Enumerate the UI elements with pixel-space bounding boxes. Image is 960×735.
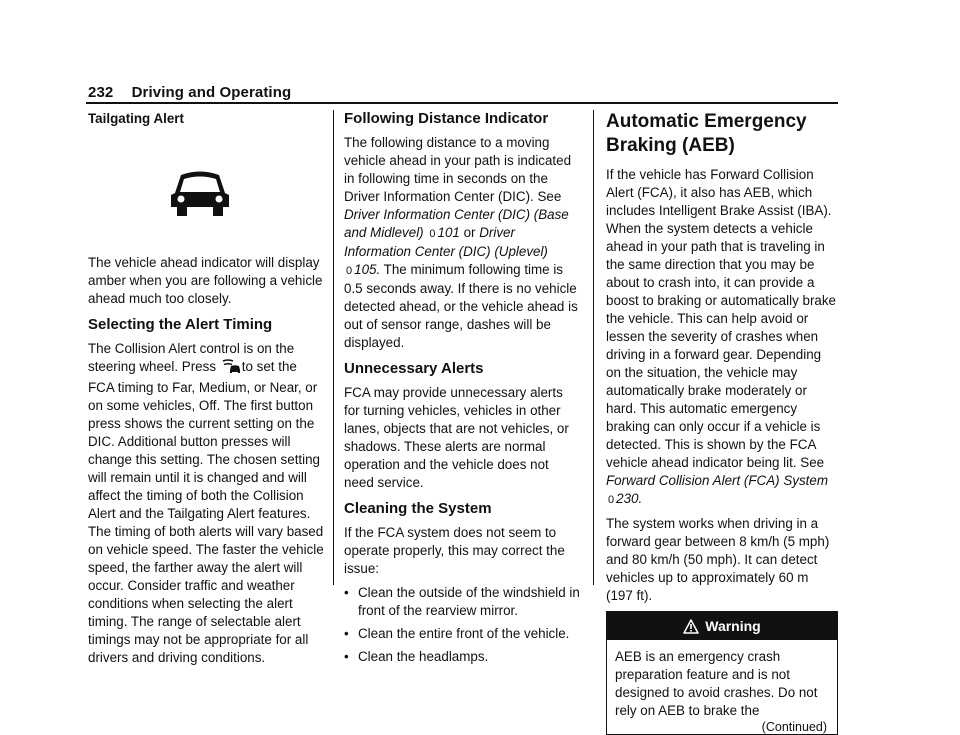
aeb-heading-line-2: Braking (AEB) bbox=[606, 135, 735, 156]
continued-label: (Continued) bbox=[761, 720, 827, 734]
collision-alert-timing-icon bbox=[221, 358, 241, 379]
dic-base-midlevel-link[interactable]: Driver Information Center (DIC) (Base and Midlevel) bbox=[344, 207, 569, 240]
list-item-text: Clean the outside of the windshield in front of the rearview mirror. bbox=[358, 585, 580, 618]
cleaning-list bbox=[344, 584, 580, 666]
cleaning-system-heading: Cleaning the System bbox=[344, 500, 492, 517]
selecting-text-post: to set the FCA timing to Far, Medium, or Near, or on some vehicles, Off. The first button press shows the current setting on the DIC. Additional button presses will change this setting. The chosen setting will remain until it is changed and will affect the timing of both the Collision Alert and the Tailgating Alert features. The timing of both alerts will vary based on vehicle speed. The faster the vehicle speed, the farther away the alert will occur. Consider traffic and weather conditions when selecting the alert timing. The range of selectable alert timings may not be appropriate for all drivers and driving conditions. bbox=[88, 359, 324, 665]
dic-uplevel-link[interactable]: Driver Information Center (DIC) (Uplevel) bbox=[344, 225, 548, 259]
page-ref-105[interactable]: 105. bbox=[354, 262, 381, 277]
aeb-text-1: If the vehicle has Forward Collision Alert (FCA), it also has AEB, which includes Intelligent Brake Assist (IBA). When the system detects a vehicle ahead in your path that is traveling in the same direction that you may be about to crash into, it can provide a boost to braking or automatically brake the vehicle. This can help avoid or lessen the severity of crashes when driving in a forward gear. Depending on the situation, the vehicle may automatically brake moderately or hard. This automatic emergency braking can only occur if a vehicle is detected. This is shown by the FCA vehicle ahead indicator being lit. See bbox=[606, 167, 836, 470]
selecting-alert-timing-heading: Selecting the Alert Timing bbox=[88, 316, 273, 333]
list-item bbox=[344, 584, 580, 620]
following-text-2: The minimum following time is 0.5 seconds away. If there is no vehicle detected ahead, or the vehicle ahead is out of sensor range, dashes will be displayed. bbox=[344, 262, 578, 350]
header-rule bbox=[86, 102, 838, 104]
warning-text: AEB is an emergency crash preparation feature and is not designed to avoid crashes. Do not rely on AEB to brake the bbox=[615, 649, 818, 718]
bullet-icon: • bbox=[344, 626, 349, 641]
section-title: Driving and Operating bbox=[131, 84, 292, 101]
selecting-text-pre: The Collision Alert control is on the steering wheel. Press bbox=[88, 341, 295, 374]
column-3 bbox=[606, 110, 838, 735]
bullet-icon: • bbox=[344, 649, 349, 664]
list-item-text: Clean the headlamps. bbox=[358, 649, 489, 664]
column-2 bbox=[344, 110, 580, 671]
vehicle-ahead-paragraph: The vehicle ahead indicator will display amber when you are following a vehicle ahead much too closely. bbox=[88, 255, 323, 306]
warning-header bbox=[607, 612, 837, 640]
or-text: or bbox=[463, 225, 476, 240]
warning-title: Warning bbox=[705, 618, 761, 634]
page-number: 232 bbox=[88, 84, 114, 101]
fca-system-link[interactable]: Forward Collision Alert (FCA) System bbox=[606, 473, 828, 488]
aeb-heading-line-1: Automatic Emergency bbox=[606, 111, 807, 132]
cleaning-intro-paragraph: If the FCA system does not seem to operate properly, this may correct the issue: bbox=[344, 525, 565, 576]
page-header bbox=[88, 84, 291, 101]
page-ref-230[interactable]: 230. bbox=[616, 491, 643, 506]
list-item-text: Clean the entire front of the vehicle. bbox=[358, 626, 570, 641]
column-1 bbox=[88, 110, 324, 673]
following-distance-heading: Following Distance Indicator bbox=[344, 110, 549, 127]
aeb-paragraph-2: The system works when driving in a forward gear between 8 km/h (5 mph) and 80 km/h (50 mph). It can detect vehicles up to approximately 60 m (197 ft). bbox=[606, 516, 830, 603]
page-ref-icon: 0 bbox=[608, 494, 615, 506]
column-divider-1 bbox=[333, 110, 334, 585]
page-ref-icon: 0 bbox=[429, 228, 436, 240]
unnecessary-alerts-heading: Unnecessary Alerts bbox=[344, 360, 484, 377]
tailgating-alert-title: Tailgating Alert bbox=[88, 111, 184, 126]
warning-box bbox=[606, 611, 838, 735]
unnecessary-alerts-paragraph: FCA may provide unnecessary alerts for turning vehicles, vehicles in other lanes, objects that are not vehicles, or shadows. These alerts are normal operation and the vehicle does not need service. bbox=[344, 385, 569, 490]
list-item bbox=[344, 625, 580, 643]
following-distance-paragraph bbox=[344, 134, 580, 352]
column-divider-2 bbox=[593, 110, 594, 585]
list-item bbox=[344, 648, 580, 666]
vehicle-ahead-figure bbox=[88, 134, 312, 254]
selecting-alert-timing-paragraph bbox=[88, 340, 324, 667]
aeb-paragraph-1 bbox=[606, 166, 838, 509]
warning-triangle-icon bbox=[683, 615, 699, 643]
page-ref-icon: 0 bbox=[346, 265, 353, 277]
bullet-icon: • bbox=[344, 585, 349, 600]
aeb-heading bbox=[606, 110, 838, 158]
vehicle-ahead-icon bbox=[169, 169, 231, 219]
following-text-1: The following distance to a moving vehicle ahead in your path is indicated in following time in seconds on the Driver Information Center (DIC). See bbox=[344, 135, 572, 204]
warning-body bbox=[607, 640, 837, 734]
page-ref-101[interactable]: 101 bbox=[437, 225, 460, 240]
